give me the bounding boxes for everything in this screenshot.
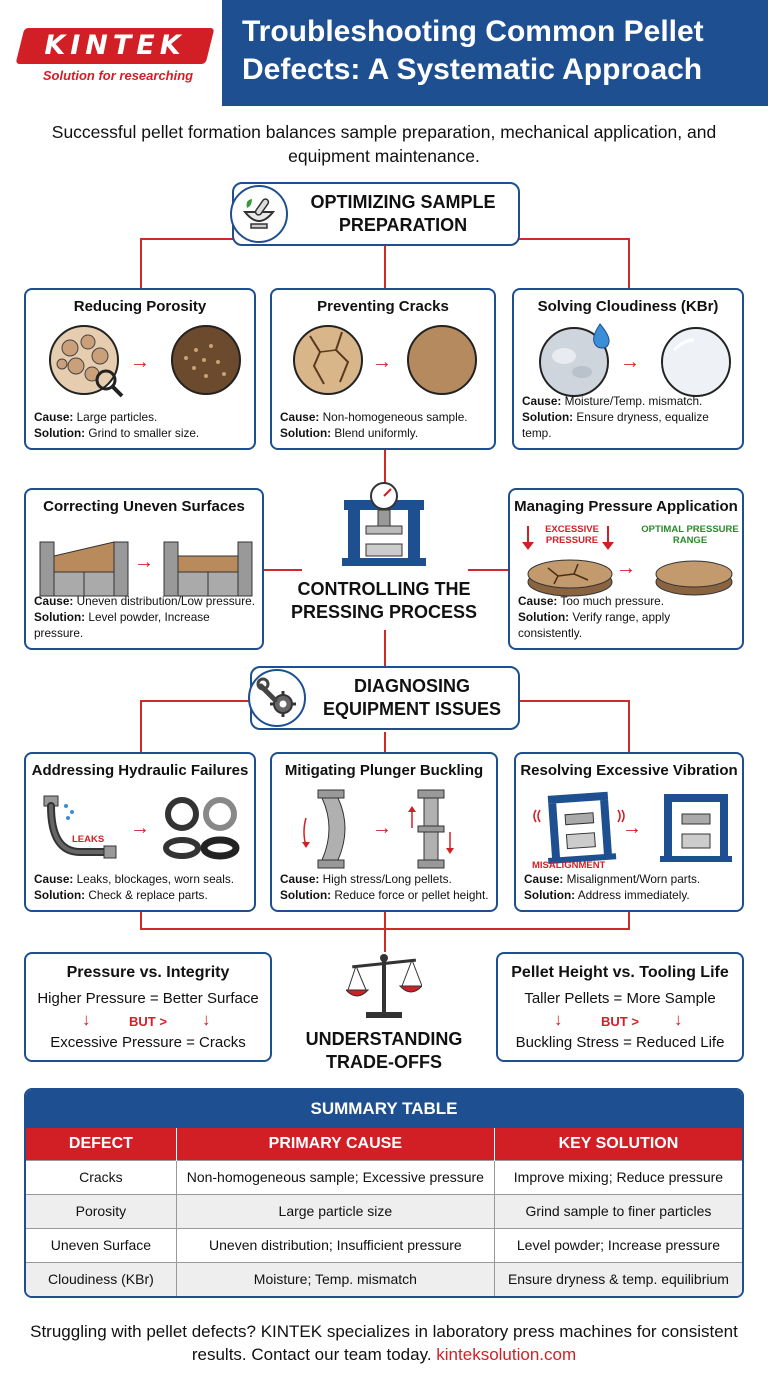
card-preventing-cracks	[270, 288, 496, 450]
down-arrow-icon: ↓	[202, 1010, 211, 1029]
down-arrow-icon: ↓	[82, 1010, 91, 1029]
table-row	[26, 1262, 742, 1296]
summary-table-grid	[26, 1128, 742, 1296]
right-arrow-icon: →	[622, 817, 642, 839]
section-title: OPTIMIZING SAMPLE PREPARATION	[310, 192, 496, 235]
right-arrow-icon: →	[616, 557, 636, 579]
connector-line	[468, 569, 510, 571]
table-cell: Cloudiness (KBr)	[26, 1262, 176, 1296]
table-cell: Large particle size	[176, 1194, 494, 1228]
card-solving-cloudiness	[512, 288, 744, 450]
card-mitigating-plunger-buckling	[270, 752, 498, 912]
column-header: DEFECT	[26, 1128, 176, 1160]
table-cell: Uneven Surface	[26, 1228, 176, 1262]
card-title: Preventing Cracks	[317, 298, 449, 315]
column-header: KEY SOLUTION	[494, 1128, 742, 1160]
table-header-row	[26, 1128, 742, 1160]
section-title-pressing: CONTROLLING THE PRESSING PROCESS	[290, 579, 478, 622]
card-title: Mitigating Plunger Buckling	[284, 762, 484, 779]
intro-text: Successful pellet formation balances sample preparation, mechanical application, and equipment maintenance.	[51, 122, 717, 166]
connector-line	[384, 630, 386, 666]
footer-cta	[20, 1320, 748, 1366]
website-link[interactable]: kinteksolution.com	[436, 1345, 577, 1364]
tradeoff-title: Pressure vs. Integrity	[66, 964, 230, 981]
connector-line	[140, 238, 142, 288]
summary-table-caption: SUMMARY TABLE	[26, 1090, 742, 1128]
tradeoff-line-1: Higher Pressure = Better Surface	[37, 990, 259, 1007]
connector-line	[262, 569, 302, 571]
table-cell: Moisture; Temp. mismatch	[176, 1262, 494, 1296]
table-cell: Level powder; Increase pressure	[494, 1228, 742, 1262]
mortar-pestle-icon	[230, 185, 288, 243]
table-cell: Ensure dryness & temp. equilibrium	[494, 1262, 742, 1296]
card-cause-solution: Cause: Moisture/Temp. mismatch. Solution: Ensure dryness, equalize temp.	[522, 394, 709, 440]
leaks-label: LEAKS	[72, 834, 105, 845]
connector-line	[628, 238, 630, 288]
card-title: Managing Pressure Application	[514, 498, 738, 515]
card-title: Reducing Porosity	[73, 298, 207, 315]
table-cell: Uneven distribution; Insufficient pressure	[176, 1228, 494, 1262]
wrench-gear-icon	[248, 669, 306, 727]
tradeoff-line-2: Buckling Stress = Reduced Life	[515, 1034, 725, 1051]
connector-line	[384, 732, 386, 752]
summary-table	[24, 1088, 744, 1298]
right-arrow-icon: →	[130, 817, 150, 839]
card-correcting-uneven-surfaces	[24, 488, 264, 650]
tradeoff-height-tooling	[496, 952, 744, 1062]
section-equipment-issues	[250, 666, 520, 730]
card-resolving-excessive-vibration	[514, 752, 744, 912]
card-managing-pressure-application	[508, 488, 744, 650]
section-title: DIAGNOSING EQUIPMENT ISSUES	[322, 676, 502, 719]
tradeoff-but: BUT >	[601, 1014, 639, 1029]
footer-text: Struggling with pellet defects? KINTEK specializes in laboratory press machines for consistent results. Contact our team today.	[30, 1322, 738, 1364]
logo-text: KINTEK	[44, 30, 186, 61]
right-arrow-icon: →	[372, 817, 392, 839]
card-title: Addressing Hydraulic Failures	[31, 762, 249, 779]
table-cell: Non-homogeneous sample; Excessive pressure	[176, 1160, 494, 1194]
down-arrow-icon: ↓	[554, 1010, 563, 1029]
card-cause-solution: Cause: Too much pressure. Solution: Verify range, apply consistently.	[518, 594, 671, 640]
card-title: Correcting Uneven Surfaces	[43, 498, 245, 515]
card-cause-solution: Cause: Uneven distribution/Low pressure. Solution: Level powder, Increase pressure.	[34, 594, 255, 640]
right-arrow-icon: →	[372, 351, 392, 373]
card-title: Solving Cloudiness (KBr)	[537, 298, 719, 315]
logo-tagline: Solution for researching	[42, 68, 194, 83]
tradeoff-title: Pellet Height vs. Tooling Life	[511, 964, 729, 981]
table-row	[26, 1160, 742, 1194]
right-arrow-icon: →	[620, 351, 640, 373]
table-cell: Porosity	[26, 1194, 176, 1228]
card-cause-solution: Cause: Leaks, blockages, worn seals. Solution: Check & replace parts.	[34, 872, 234, 902]
balance-scale-icon	[346, 950, 422, 1022]
down-arrow-icon: ↓	[674, 1010, 683, 1029]
table-cell: Grind sample to finer particles	[494, 1194, 742, 1228]
connector-line	[384, 244, 386, 288]
section-sample-preparation	[232, 182, 520, 246]
page-title: Troubleshooting Common Pellet Defects: A Systematic Approach	[222, 0, 768, 106]
tradeoff-line-1: Taller Pellets = More Sample	[524, 990, 716, 1007]
card-addressing-hydraulic-failures	[24, 752, 256, 912]
card-cause-solution: Cause: High stress/Long pellets. Solution: Reduce force or pellet height.	[280, 872, 489, 902]
connector-line	[384, 912, 386, 952]
tradeoff-but: BUT >	[129, 1014, 167, 1029]
table-row	[26, 1194, 742, 1228]
right-arrow-icon: →	[130, 351, 150, 373]
optimal-pressure-label: OPTIMAL PRESSURE RANGE	[641, 524, 739, 546]
card-cause-solution: Cause: Large particles. Solution: Grind to smaller size.	[34, 410, 200, 440]
logo	[8, 18, 218, 88]
tradeoff-line-2: Excessive Pressure = Cracks	[50, 1034, 246, 1051]
table-row	[26, 1228, 742, 1262]
card-cause-solution: Cause: Misalignment/Worn parts. Solution: Address immediately.	[524, 872, 701, 902]
right-arrow-icon: →	[134, 551, 154, 573]
tradeoff-pressure-integrity	[24, 952, 272, 1062]
section-title-tradeoffs: UNDERSTANDING TRADE-OFFS	[305, 1029, 463, 1072]
press-gauge-icon	[338, 482, 430, 568]
column-header: PRIMARY CAUSE	[176, 1128, 494, 1160]
connector-line	[628, 700, 630, 752]
card-title: Resolving Excessive Vibration	[520, 762, 738, 779]
connector-line	[140, 700, 142, 752]
card-reducing-porosity	[24, 288, 256, 450]
card-cause-solution: Cause: Non-homogeneous sample. Solution: Blend uniformly.	[280, 410, 468, 440]
excessive-pressure-label: EXCESSIVE PRESSURE	[545, 524, 599, 546]
table-cell: Improve mixing; Reduce pressure	[494, 1160, 742, 1194]
misalignment-label: MISALIGNMENT	[532, 860, 606, 871]
table-cell: Cracks	[26, 1160, 176, 1194]
